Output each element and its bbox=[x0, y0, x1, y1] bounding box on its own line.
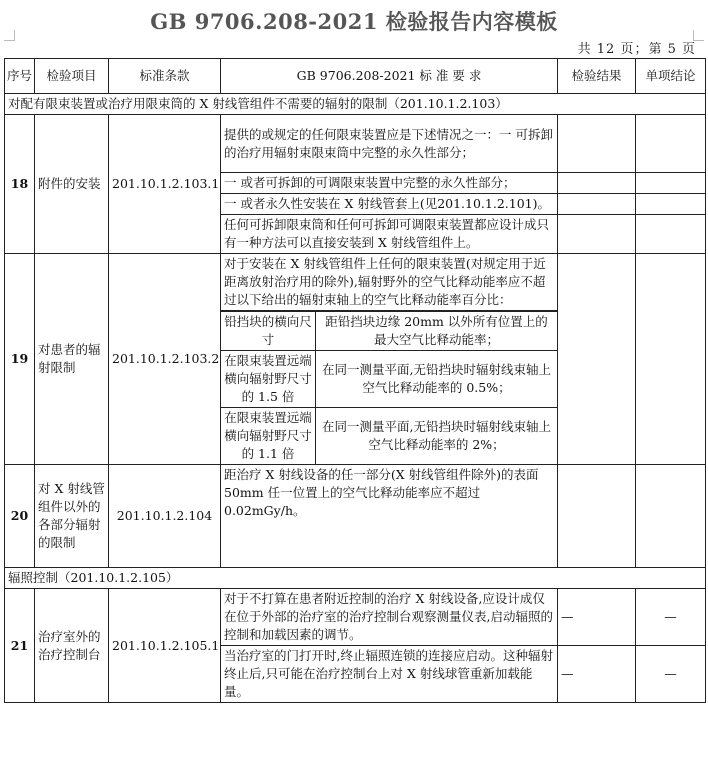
header-conclusion: 单项结论 bbox=[636, 59, 706, 94]
section-row bbox=[5, 94, 706, 115]
subtable-head-right: 距铅挡块边缘 20mm 以外所有位置上的最大空气比释动能率； bbox=[316, 312, 558, 351]
attenuation-subtable bbox=[221, 311, 557, 464]
requirement-text: 当治疗室的门打开时,终止辐照连锁的连接应启动。这种辐射终止后,只可能在治疗控制台上对 X 射线球管重新加载能量。 bbox=[221, 646, 558, 703]
requirement-intro: 对于安装在 X 射线管组件上任何的限束装置(对规定用于近距离放射治疗用的除外),辐射野外的空气比释动能率应不超过以下给出的辐射束轴上的空气比释动能率百分比： bbox=[221, 254, 557, 311]
header-item: 检验项目 bbox=[35, 59, 109, 94]
page-info: 共 12 页；第 5 页 bbox=[577, 42, 696, 57]
document-title: GB 9706.208-2021 检验报告内容模板 bbox=[150, 9, 558, 34]
subtable-cell-right: 在同一测量平面,无铅挡块时辐射线束轴上空气比释动能率的 0.5%； bbox=[316, 351, 558, 408]
conclusion-cell[interactable] bbox=[636, 194, 706, 215]
result-cell[interactable] bbox=[558, 115, 636, 173]
subtable-head-left: 铅挡块的横向尺寸 bbox=[221, 312, 316, 351]
test-item: 附件的安装 bbox=[35, 115, 109, 254]
requirement-text: 一 或者永久性安装在 X 射线管套上(见201.10.1.2.101)。 bbox=[221, 194, 558, 215]
result-cell[interactable] bbox=[558, 215, 636, 254]
subtable-cell-right: 在同一测量平面,无铅挡块时辐射线束轴上空气比释动能率的 2%； bbox=[316, 408, 558, 465]
result-cell[interactable] bbox=[558, 465, 636, 568]
test-item: 对 X 射线管组件以外的各部分辐射的限制 bbox=[35, 465, 109, 568]
conclusion-cell[interactable] bbox=[636, 254, 706, 465]
requirement-text: 一 或者可拆卸的可调限束装置中完整的永久性部分； bbox=[221, 173, 558, 194]
conclusion-cell[interactable] bbox=[636, 173, 706, 194]
requirement-block bbox=[221, 254, 558, 465]
header-index: 序号 bbox=[5, 59, 35, 94]
clause-number: 201.10.1.2.105.1 bbox=[109, 589, 221, 703]
table-row bbox=[5, 465, 706, 568]
test-item: 治疗室外的治疗控制台 bbox=[35, 589, 109, 703]
conclusion-cell[interactable] bbox=[636, 215, 706, 254]
header-requirement: GB 9706.208-2021 标 准 要 求 bbox=[221, 59, 558, 94]
row-number: 19 bbox=[5, 254, 35, 465]
table-row bbox=[5, 589, 706, 646]
result-cell[interactable] bbox=[558, 254, 636, 465]
subtable-cell-left: 在限束装置远端横向辐射野尺寸的 1.1 倍 bbox=[221, 408, 316, 465]
result-cell[interactable]: — bbox=[558, 589, 636, 646]
requirement-text: 对于不打算在患者附近控制的治疗 X 射线设备,应设计成仅在位于外部的治疗室的治疗控制台观察测量仪表,启动辐照的控制和加载因素的调节。 bbox=[221, 589, 558, 646]
test-item: 对患者的辐射限制 bbox=[35, 254, 109, 465]
result-cell[interactable] bbox=[558, 194, 636, 215]
conclusion-cell[interactable] bbox=[636, 465, 706, 568]
table-row bbox=[5, 115, 706, 173]
header-result: 检验结果 bbox=[558, 59, 636, 94]
conclusion-cell[interactable] bbox=[636, 115, 706, 173]
header-clause: 标准条款 bbox=[109, 59, 221, 94]
subtable-cell-left: 在限束装置远端横向辐射野尺寸的 1.5 倍 bbox=[221, 351, 316, 408]
result-cell[interactable]: — bbox=[558, 646, 636, 703]
row-number: 20 bbox=[5, 465, 35, 568]
clause-number: 201.10.1.2.104 bbox=[109, 465, 221, 568]
row-number: 21 bbox=[5, 589, 35, 703]
section-row bbox=[5, 568, 706, 589]
requirement-text: 提供的或规定的任何限束装置应是下述情况之一：一 可拆卸的治疗用辐射束限束筒中完整的永久性部分； bbox=[221, 115, 558, 173]
clause-number: 201.10.1.2.103.2 bbox=[109, 254, 221, 465]
clause-number: 201.10.1.2.103.1 bbox=[109, 115, 221, 254]
conclusion-cell[interactable]: — bbox=[636, 646, 706, 703]
section-title: 对配有限束装置或治疗用限束筒的 X 射线管组件不需要的辐射的限制（201.10.1.2.103） bbox=[5, 94, 706, 115]
requirement-text: 距治疗 X 射线设备的任一部分(X 射线管组件除外)的表面 50mm 任一位置上的空气比释动能率应不超过 0.02mGy/h。 bbox=[221, 465, 558, 568]
report-table bbox=[4, 58, 706, 703]
header-row bbox=[5, 59, 706, 94]
section-title: 辐照控制（201.10.1.2.105） bbox=[5, 568, 706, 589]
requirement-text: 任何可拆卸限束筒和任何可拆卸可调限束装置都应设计成只有一种方法可以直接安装到 X 射线管组件上。 bbox=[221, 215, 558, 254]
result-cell[interactable] bbox=[558, 173, 636, 194]
row-number: 18 bbox=[5, 115, 35, 254]
conclusion-cell[interactable]: — bbox=[636, 589, 706, 646]
table-row bbox=[5, 254, 706, 465]
